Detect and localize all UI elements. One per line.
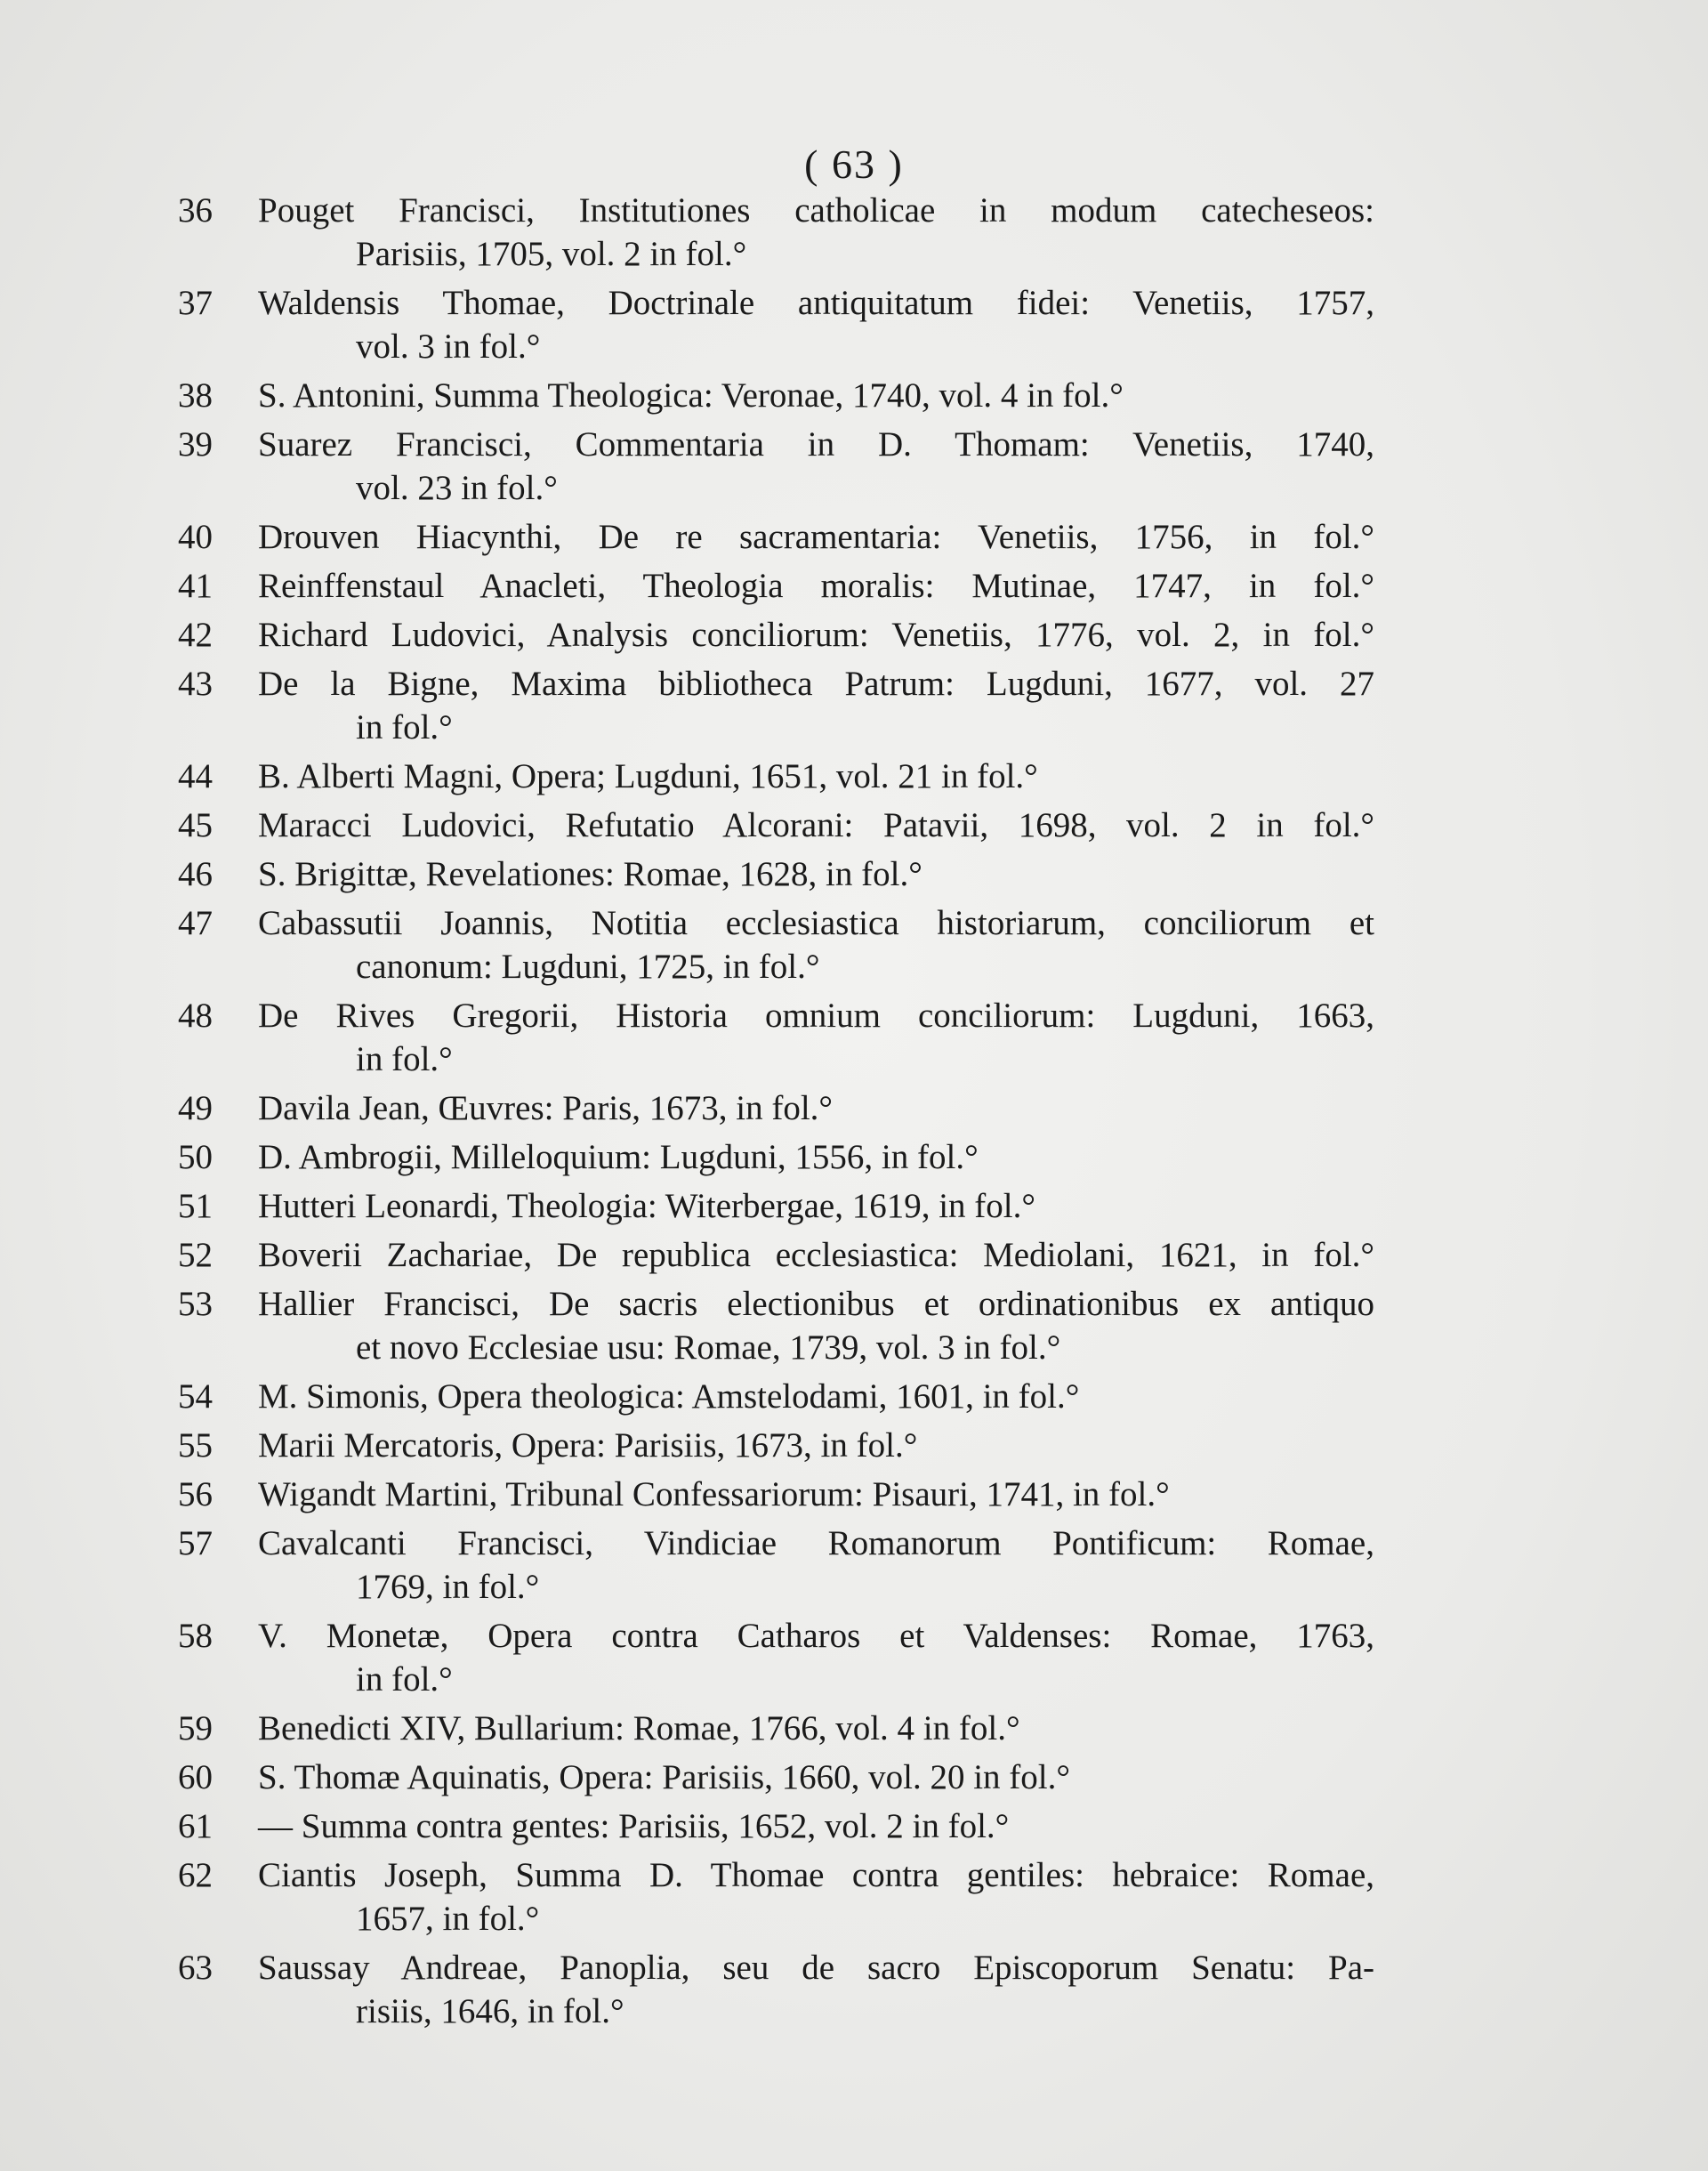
entry-line: S. Brigittæ, Revelationes: Romae, 1628, in fol.° [258,855,922,893]
catalog-entry [178,613,1374,657]
entry-line: Marii Mercatoris, Opera: Parisiis, 1673, in fol.° [258,1426,918,1465]
entry-text [258,189,1374,276]
entry-line: B. Alberti Magni, Opera; Lugduni, 1651, vol. 21 in fol.° [258,757,1038,795]
page-number: ( 63 ) [804,141,904,187]
catalog-entry [178,281,1374,368]
entry-text [258,1473,1374,1516]
entry-number: 61 [178,1807,213,1845]
entry-line: vol. 23 in fol.° [356,469,558,507]
entry-text [258,1946,1374,2033]
entry-text [258,1184,1374,1228]
entry-text [258,564,1374,608]
entry-line: Boverii Zachariae, De republica ecclesiastica: Mediolani, 1621, in fol.° [258,1236,1374,1274]
catalog-entry [178,515,1374,559]
entry-line: Pouget Francisci, Institutiones catholicae in modum catecheseos: [258,191,1374,230]
entry-number: 57 [178,1524,213,1562]
entry-text [258,374,1374,417]
entry-number: 60 [178,1758,213,1796]
entry-line: 1657, in fol.° [356,1900,540,1938]
entry-line: V. Monetæ, Opera contra Catharos et Valdenses: Romae, 1763, [258,1617,1374,1655]
catalog-entry [178,423,1374,510]
entry-line: De la Bigne, Maxima bibliotheca Patrum: Lugduni, 1677, vol. 27 [258,665,1374,703]
catalog-entry [178,1614,1374,1701]
entry-number: 59 [178,1709,213,1747]
entry-line: S. Thomæ Aquinatis, Opera: Parisiis, 1660, vol. 20 in fol.° [258,1758,1070,1796]
catalog-entry [178,374,1374,417]
entry-number: 40 [178,518,213,556]
entry-text [258,613,1374,657]
entry-number: 41 [178,567,213,605]
entry-line: Suarez Francisci, Commentaria in D. Thomam: Venetiis, 1740, [258,425,1374,464]
catalog-entry [178,1946,1374,2033]
entry-line: Parisiis, 1705, vol. 2 in fol.° [356,235,747,273]
entry-line: in fol.° [356,1660,453,1699]
entry-line: De Rives Gregorii, Historia omnium conciliorum: Lugduni, 1663, [258,997,1374,1035]
entry-line: Benedicti XIV, Bullarium: Romae, 1766, vol. 4 in fol.° [258,1709,1020,1747]
entry-line: 1769, in fol.° [356,1568,540,1606]
entry-number: 62 [178,1856,213,1894]
entry-line: Maracci Ludovici, Refutatio Alcorani: Patavii, 1698, vol. 2 in fol.° [258,806,1374,844]
entry-text [258,1424,1374,1467]
entry-line: S. Antonini, Summa Theologica: Veronae, 1740, vol. 4 in fol.° [258,376,1124,415]
entry-line: Ciantis Joseph, Summa D. Thomae contra gentiles: hebraice: Romae, [258,1856,1374,1894]
entry-number: 55 [178,1426,213,1465]
catalog-entry [178,803,1374,847]
catalog-entry [178,189,1374,276]
entry-line: Wigandt Martini, Tribunal Confessariorum: Pisauri, 1741, in fol.° [258,1475,1170,1513]
entry-number: 46 [178,855,213,893]
entry-text [258,281,1374,368]
catalog-entry [178,1804,1374,1848]
entry-text [258,1755,1374,1799]
entry-text [258,515,1374,559]
entry-number: 48 [178,997,213,1035]
entry-text [258,1282,1374,1369]
entry-line: D. Ambrogii, Milleloquium: Lugduni, 1556, in fol.° [258,1138,979,1176]
entry-line: Drouven Hiacynthi, De re sacramentaria: Venetiis, 1756, in fol.° [258,518,1374,556]
entry-number: 36 [178,191,213,230]
entry-line: in fol.° [356,1040,453,1078]
catalog-entry [178,1086,1374,1130]
catalog-entry [178,1375,1374,1418]
entry-number: 49 [178,1089,213,1127]
entry-line: Richard Ludovici, Analysis conciliorum: Venetiis, 1776, vol. 2, in fol.° [258,616,1374,654]
entry-number: 38 [178,376,213,415]
catalog-entries [178,189,1374,2038]
entry-number: 39 [178,425,213,464]
entry-line: — Summa contra gentes: Parisiis, 1652, vol. 2 in fol.° [258,1807,1010,1845]
entry-number: 43 [178,665,213,703]
entry-text [258,662,1374,749]
entry-number: 54 [178,1377,213,1416]
entry-text [258,1521,1374,1609]
entry-line: M. Simonis, Opera theologica: Amstelodami, 1601, in fol.° [258,1377,1080,1416]
entry-line: Hallier Francisci, De sacris electionibus et ordinationibus ex antiquo [258,1285,1374,1323]
entry-text [258,755,1374,798]
entry-number: 56 [178,1475,213,1513]
entry-text [258,1707,1374,1750]
entry-line: vol. 3 in fol.° [356,327,541,366]
entry-number: 53 [178,1285,213,1323]
entry-text [258,1804,1374,1848]
entry-line: Cabassutii Joannis, Notitia ecclesiastica historiarum, conciliorum et [258,904,1374,942]
entry-text [258,1375,1374,1418]
entry-number: 50 [178,1138,213,1176]
catalog-entry [178,1521,1374,1609]
catalog-entry [178,755,1374,798]
catalog-entry [178,1473,1374,1516]
entry-line: in fol.° [356,708,453,747]
entry-text [258,1614,1374,1701]
entry-line: Waldensis Thomae, Doctrinale antiquitatum fidei: Venetiis, 1757, [258,284,1374,322]
catalog-entry [178,1707,1374,1750]
entry-text [258,423,1374,510]
entry-text [258,852,1374,896]
catalog-entry [178,662,1374,749]
entry-line: et novo Ecclesiae usu: Romae, 1739, vol. 3 in fol.° [356,1328,1061,1367]
entry-number: 63 [178,1949,213,1987]
catalog-entry [178,901,1374,989]
entry-line: Reinffenstaul Anacleti, Theologia moralis: Mutinae, 1747, in fol.° [258,567,1374,605]
entry-text [258,1086,1374,1130]
entry-line: Saussay Andreae, Panoplia, seu de sacro Episcoporum Senatu: Pa- [258,1949,1374,1987]
entry-text [258,1233,1374,1277]
catalog-entry [178,1184,1374,1228]
entry-number: 51 [178,1187,213,1225]
entry-line: Davila Jean, Œuvres: Paris, 1673, in fol.° [258,1089,833,1127]
entry-number: 45 [178,806,213,844]
entry-line: canonum: Lugduni, 1725, in fol.° [356,948,820,986]
catalog-entry [178,1135,1374,1179]
catalog-entry [178,1755,1374,1799]
entry-line: Cavalcanti Francisci, Vindiciae Romanorum Pontificum: Romae, [258,1524,1374,1562]
catalog-entry [178,994,1374,1081]
entry-number: 44 [178,757,213,795]
catalog-entry [178,1853,1374,1941]
entry-number: 58 [178,1617,213,1655]
entry-text [258,901,1374,989]
entry-text [258,1853,1374,1941]
entry-number: 52 [178,1236,213,1274]
catalog-entry [178,1424,1374,1467]
entry-number: 37 [178,284,213,322]
entry-text [258,803,1374,847]
entry-line: Hutteri Leonardi, Theologia: Witerbergae, 1619, in fol.° [258,1187,1035,1225]
catalog-entry [178,852,1374,896]
catalog-entry [178,564,1374,608]
catalog-entry [178,1282,1374,1369]
catalog-entry [178,1233,1374,1277]
entry-text [258,1135,1374,1179]
entry-line: risiis, 1646, in fol.° [356,1992,624,2030]
entry-text [258,994,1374,1081]
entry-number: 47 [178,904,213,942]
entry-number: 42 [178,616,213,654]
